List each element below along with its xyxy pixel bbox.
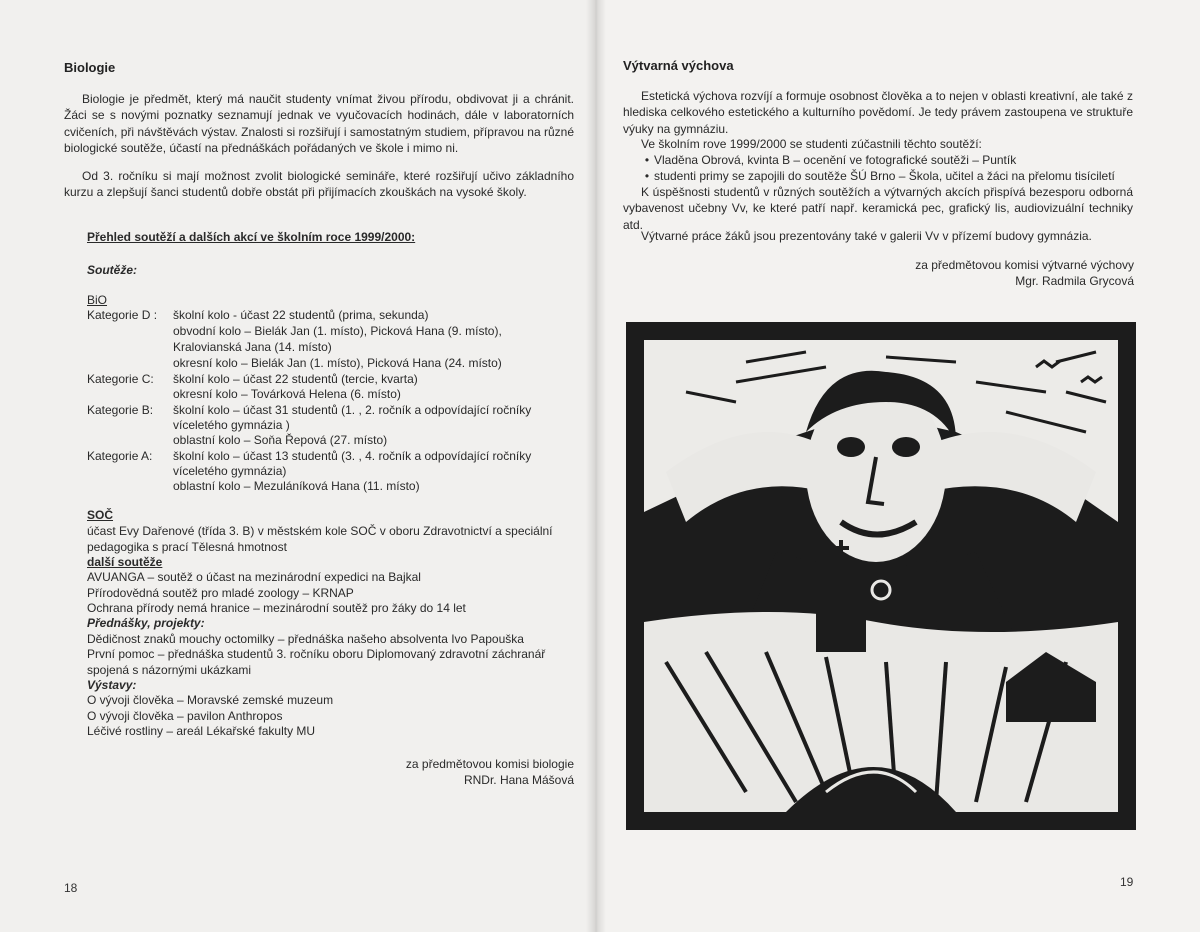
category-line: okresní kolo – Bielák Jan (1. místo), Picková Hana (24. místo) [173, 356, 502, 370]
category-line: víceletého gymnázia ) [173, 418, 290, 432]
art-competitions-intro: Ve školním rove 1999/2000 se studenti zúčastnili těchto soutěží: [641, 137, 982, 151]
art-heading: Výtvarná výchova [623, 58, 734, 73]
linocut-artwork [626, 322, 1136, 830]
exhibition-line: O vývoji člověka – Moravské zemské muzeum [87, 693, 334, 707]
art-competitions-list [640, 152, 1135, 184]
category-line: obvodní kolo – Bielák Jan (1. místo), Picková Hana (9. místo), [173, 324, 502, 338]
category-name: Kategorie A: [87, 449, 153, 463]
book-gutter [586, 0, 606, 932]
signature-line: za předmětovou komisi výtvarné výchovy [915, 258, 1134, 272]
category-line: školní kolo - účast 22 studentů (prima, sekunda) [173, 308, 429, 322]
biology-seminars: Od 3. ročníku si mají možnost zvolit biologické semináře, které rozšiřují učivo základního kurzu a zlepšují šanci studentů dobře obstát při přijímacích zkouškách na vysoké školy. [64, 169, 574, 200]
art-intro: Estetická výchova rozvíjí a formuje osobnost člověka a to nejen v oblasti kreativní, ale také z hlediska celkového estetického a kulturního povědomí. Je tedy právem zastoupena ve struktuře výuky na gymnáziu. [623, 89, 1133, 136]
category-name: Kategorie B: [87, 403, 154, 417]
exhibition-line: Léčivé rostliny – areál Lékařské fakulty MU [87, 724, 316, 738]
bio-label: BiO [87, 293, 108, 307]
signature-line: za předmětovou komisi biologie [405, 757, 574, 771]
other-competition: AVUANGA – soutěž o účast na mezinárodní expedici na Bajkal [87, 570, 421, 584]
soc-label: SOČ [87, 508, 114, 522]
list-item: • Vladěna Obrová, kvinta B – ocenění ve fotografické soutěži – Puntík [640, 152, 1135, 168]
page-number-left: 18 [64, 881, 78, 895]
biology-signature [300, 756, 574, 788]
linocut-illustration [626, 322, 1136, 830]
soc-line: pedagogika s prací Tělesná hmotnost [87, 540, 287, 554]
category-name: Kategorie C: [87, 372, 154, 386]
lecture-line: První pomoc – přednáška studentů 3. ročníku oboru Diplomovaný zdravotní záchranář [87, 647, 546, 661]
other-competition: Přírodovědná soutěž pro mladé zoology – KRNAP [87, 586, 354, 600]
lectures-label: Přednášky, projekty: [87, 616, 205, 630]
signature-name: Mgr. Radmila Grycová [1015, 274, 1134, 288]
list-item: • studenti primy se zapojili do soutěže ŠÚ Brno – Škola, učitel a žáci na přelomu tisíciletí [640, 168, 1135, 184]
category-line: školní kolo – účast 22 studentů (tercie, kvarta) [173, 372, 418, 386]
lecture-line: spojená s názornými ukázkami [87, 663, 252, 677]
other-competitions-label: další soutěže [87, 555, 163, 569]
category-line: oblastní kolo – Soňa Řepová (27. místo) [173, 433, 388, 447]
category-line: oblastní kolo – Mezuláníková Hana (11. místo) [173, 479, 420, 493]
art-equipment: K úspěšnosti studentů v různých soutěžích a výtvarných akcích přispívá bezesporu odborná vybavenost učebny Vv, ke které patří např. keramická pec, grafický lis, audiovizuální techniky atd. [623, 185, 1133, 232]
competitions-label: Soutěže: [87, 263, 138, 277]
category-line: školní kolo – účast 31 studentů (1. , 2. ročník a odpovídající ročníky [173, 403, 532, 417]
lecture-line: Dědičnost znaků mouchy octomilky – přednáška našeho absolventa Ivo Papouška [87, 632, 524, 646]
other-competition: Ochrana přírody nemá hranice – mezinárodní soutěž pro žáky do 14 let [87, 601, 466, 615]
category-line: Kralovianská Jana (14. místo) [173, 340, 332, 354]
category-line: víceletého gymnázia) [173, 464, 287, 478]
art-signature [820, 257, 1134, 289]
page-number-right: 19 [1120, 875, 1134, 889]
soc-line: účast Evy Dařenové (třída 3. B) v městském kole SOČ v oboru Zdravotnictví a speciální [87, 524, 553, 538]
biology-heading: Biologie [64, 60, 116, 75]
exhibitions-label: Výstavy: [87, 678, 137, 692]
exhibition-line: O vývoji člověka – pavilon Anthropos [87, 709, 283, 723]
art-gallery: Výtvarné práce žáků jsou prezentovány také v galerii Vv v přízemí budovy gymnázia. [641, 229, 1092, 243]
category-line: školní kolo – účast 13 studentů (3. , 4. ročník a odpovídající ročníky [173, 449, 532, 463]
overview-title: Přehled soutěží a dalších akcí ve školním roce 1999/2000: [87, 230, 416, 244]
category-line: okresní kolo – Továrková Helena (6. místo) [173, 387, 401, 401]
signature-name: RNDr. Hana Mášová [463, 773, 574, 787]
biology-intro: Biologie je předmět, který má naučit studenty vnímat živou přírodu, obdivovat ji a chránit. Žáci se s novými poznatky seznamují jednak ve vyučovacích hodinách, dále v laboratorních cvičeních, při návštěvách výstav. Znalosti si rozšiřují i samostatným studiem, přípravou na různé biologické soutěže, účastí na přednáškách pořádaných ve škole i mimo ni. [64, 92, 574, 155]
category-name: Kategorie D : [87, 308, 158, 322]
